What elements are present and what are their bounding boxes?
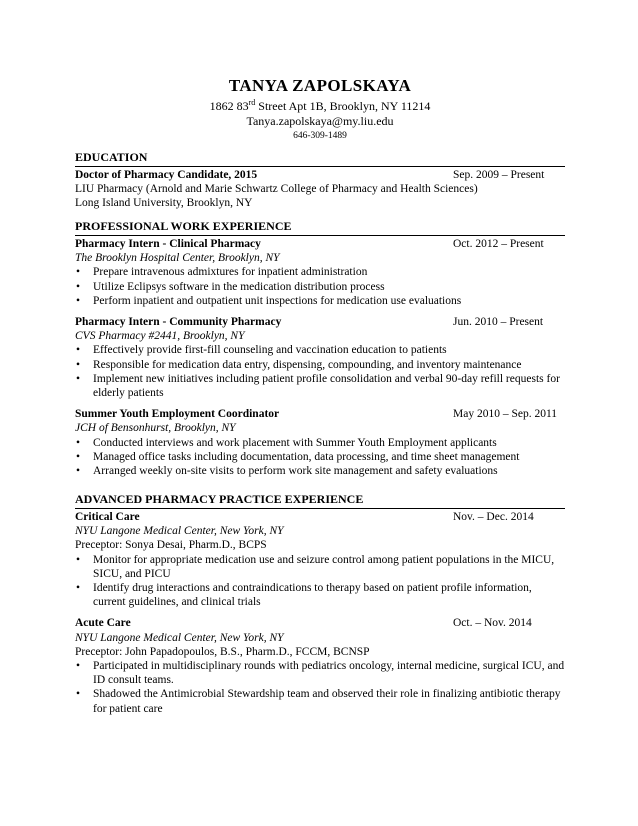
bullet-text: Shadowed the Antimicrobial Stewardship team and observed their role in finalizing antibiotic therapy for patient care: [93, 688, 561, 715]
bullet-icon: •: [76, 294, 81, 307]
education-section: [75, 150, 565, 211]
rotation-preceptor: Preceptor: Sonya Desai, Pharm.D., BCPS: [75, 539, 267, 552]
job-dates: Oct. 2012 – Present: [453, 238, 544, 250]
email: Tanya.zapolskaya@my.liu.edu: [246, 114, 394, 128]
bullet-icon: •: [76, 344, 81, 357]
bullet-text: Responsible for medication data entry, dispensing, compounding, and inventory maintenance: [93, 358, 522, 371]
education-dates: Sep. 2009 – Present: [453, 169, 545, 181]
bullet-icon: •: [76, 266, 81, 279]
bullet-text: Utilize Eclipsys software in the medication distribution process: [93, 280, 385, 293]
bullet-text: Managed office tasks including documentation, data processing, and time sheet management: [93, 450, 520, 463]
work-section: [75, 219, 565, 478]
bullet-text: Identify drug interactions and contraindications to therapy based on patient profile information, current guidelines, and clinical trials: [93, 582, 532, 609]
phone: 646-309-1489: [293, 131, 347, 141]
candidate-name: TANYA ZAPOLSKAYA: [228, 76, 412, 95]
list-item: [75, 372, 565, 400]
job-row: [75, 407, 565, 421]
rotation-bullets: [75, 553, 565, 610]
address-street: Street Apt 1B, Brooklyn, NY 11214: [255, 99, 431, 113]
section-divider: [75, 166, 565, 167]
section-title: ADVANCED PHARMACY PRACTICE EXPERIENCE: [75, 492, 364, 506]
bullet-icon: •: [76, 358, 81, 371]
list-item: [75, 687, 565, 715]
rotation-entry: [75, 510, 565, 609]
rotation-role: Critical Care: [75, 511, 140, 523]
job-dates: Jun. 2010 – Present: [453, 316, 544, 329]
job-bullets: [75, 265, 565, 308]
list-item: [75, 581, 565, 609]
bullet-text: Prepare intravenous admixtures for inpatient administration: [93, 266, 368, 279]
rotation-bullets: [75, 659, 565, 716]
rotation-row: [75, 616, 565, 630]
bullet-icon: •: [76, 582, 81, 595]
list-item: [75, 343, 565, 357]
job-row: [75, 237, 565, 251]
job-entry: [75, 407, 565, 478]
address-number: 1862 83: [209, 99, 249, 113]
bullet-icon: •: [76, 660, 81, 673]
list-item: [75, 659, 565, 687]
bullet-icon: •: [76, 436, 81, 449]
job-place: JCH of Bensonhurst, Brooklyn, NY: [75, 422, 236, 435]
school-line: LIU Pharmacy (Arnold and Marie Schwartz College of Pharmacy and Health Sciences): [75, 183, 478, 196]
rotation-preceptor: Preceptor: John Papadopoulos, B.S., Pharm.D., FCCM, BCNSP: [75, 645, 370, 658]
list-item: [75, 358, 565, 372]
job-row: [75, 315, 565, 329]
rotation-place: NYU Langone Medical Center, New York, NY: [75, 631, 284, 644]
job-bullets: [75, 436, 565, 479]
list-item: [75, 464, 565, 478]
address-superscript: rd: [248, 98, 256, 107]
rotation-entry: [75, 616, 565, 715]
bullet-icon: •: [76, 465, 81, 478]
list-item: [75, 553, 565, 581]
resume-header: [75, 76, 565, 143]
bullet-icon: •: [76, 553, 81, 566]
section-title: EDUCATION: [75, 150, 148, 164]
rotation-dates: Nov. – Dec. 2014: [453, 511, 534, 523]
job-entry: [75, 237, 565, 308]
job-bullets: [75, 343, 565, 400]
rotation-row: [75, 510, 565, 524]
bullet-text: Conducted interviews and work placement with Summer Youth Employment applicants: [93, 436, 497, 449]
job-place: CVS Pharmacy #2441, Brooklyn, NY: [75, 330, 245, 343]
bullet-text: Participated in multidisciplinary rounds with pediatrics oncology, internal medicine, surgical ICU, and ID consult teams.: [93, 660, 565, 687]
job-dates: May 2010 – Sep. 2011: [453, 408, 558, 421]
bullet-icon: •: [76, 688, 81, 701]
address: [75, 99, 565, 114]
rotation-role: Acute Care: [75, 617, 131, 630]
section-divider: [75, 235, 565, 236]
bullet-text: Effectively provide first-fill counseling and vaccination education to patients: [93, 344, 447, 357]
section-divider: [75, 508, 565, 509]
bullet-icon: •: [76, 372, 81, 385]
school-line: Long Island University, Brooklyn, NY: [75, 197, 253, 210]
list-item: [75, 450, 565, 464]
appe-section: [75, 492, 565, 716]
education-row: [75, 168, 565, 182]
job-role: Summer Youth Employment Coordinator: [75, 408, 280, 421]
rotation-dates: Oct. – Nov. 2014: [453, 617, 532, 630]
rotation-place: NYU Langone Medical Center, New York, NY: [75, 525, 284, 538]
bullet-text: Perform inpatient and outpatient unit inspections for medication use evaluations: [93, 294, 462, 307]
job-role: Pharmacy Intern - Clinical Pharmacy: [75, 238, 261, 250]
section-title: PROFESSIONAL WORK EXPERIENCE: [75, 219, 292, 233]
job-place: The Brooklyn Hospital Center, Brooklyn, NY: [75, 252, 280, 265]
bullet-text: Monitor for appropriate medication use and seizure control among patient populations in the MICU, SICU, and PICU: [93, 553, 555, 580]
job-role: Pharmacy Intern - Community Pharmacy: [75, 316, 282, 329]
bullet-icon: •: [76, 280, 81, 293]
bullet-icon: •: [76, 450, 81, 463]
list-item: [75, 280, 565, 294]
job-entry: [75, 315, 565, 400]
list-item: [75, 436, 565, 450]
bullet-text: Arranged weekly on-site visits to perform work site management and safety evaluations: [93, 465, 498, 478]
list-item: [75, 265, 565, 279]
list-item: [75, 294, 565, 308]
degree: Doctor of Pharmacy Candidate, 2015: [75, 169, 258, 181]
bullet-text: Implement new initiatives including patient profile consolidation and verbal 90-day refill requests for elderly patients: [93, 372, 560, 400]
